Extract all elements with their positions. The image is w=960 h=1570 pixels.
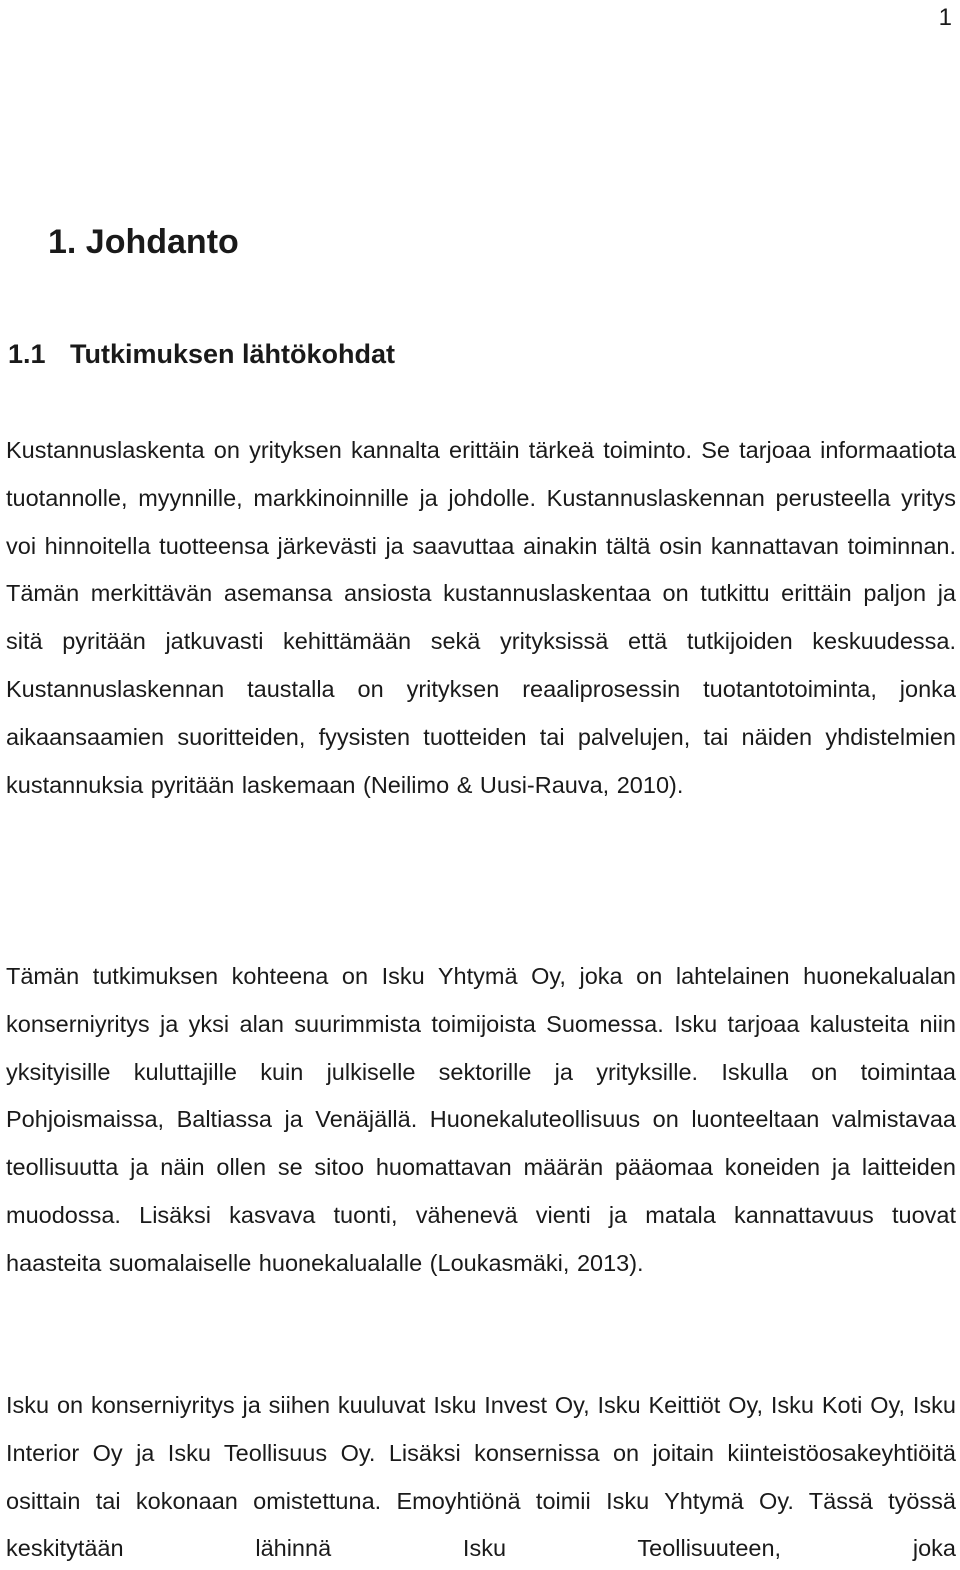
paragraph-text: Isku on konserniyritys ja siihen kuuluvat Isku Invest Oy, Isku Keittiöt Oy, Isku Koti Oy, Isku Interior Oy ja Isku Teollisuus Oy. Lisäksi konsernissa on joitain kiinteistöosakeyhtiöitä osittain tai kokonaan omistettuna. Emoyhtiönä toimii Isku Yhtymä Oy. Tässä työssä keskitytään lähinnä Isku Teollisuuteen, joka [6,1392,956,1562]
paragraph-text: Kustannuslaskenta on yrityksen kannalta erittäin tärkeä toiminto. Se tarjoaa informaatiota tuotannolle, myynnille, markkinoinnille ja johdolle. Kustannuslaskennan perusteella yritys voi hinnoitella tuotteensa järkevästi ja saavuttaa ainakin tältä osin kannattavan toiminnan. Tämän merkittävän asemansa ansiosta kustannuslaskentaa on tutkittu erittäin paljon ja sitä pyritään jatkuvasti kehittämään sekä yrityksissä että tutkijoiden keskuudessa. Kustannuslaskennan taustalla on yrityksen reaaliprosessin tuotantotoiminta, jonka aikaansaamien suoritteiden, fyysisten tuotteiden tai palvelujen, tai näiden yhdistelmien kustannuksia pyritään laskemaan (Neilimo & Uusi-Rauva, 2010). [6,437,956,798]
section-title: Tutkimuksen lähtökohdat [70,339,396,369]
paragraph-3 [6,1382,956,1570]
paragraph-text: Tämän tutkimuksen kohteena on Isku Yhtymä Oy, joka on lahtelainen huonekalualan konserniyritys ja yksi alan suurimmista toimijoista Suomessa. Isku tarjoaa kalusteita niin yksityisille kuluttajille kuin julkiselle sektorille ja yrityksille. Iskulla on toimintaa Pohjoismaissa, Baltiassa ja Venäjällä. Huonekaluteollisuus on luonteeltaan valmistavaa teollisuutta ja näin ollen se sitoo huomattavan määrän pääomaa koneiden ja laitteiden muodossa. Lisäksi kasvava tuonti, vähenevä vienti ja matala kannattavuus tuovat haasteita suomalaiselle huonekalualalle (Loukasmäki, 2013). [6,963,956,1276]
section-number: 1.1 [8,339,46,369]
paragraph-1 [6,427,956,809]
chapter-title: 1. Johdanto [48,223,239,261]
section-heading [8,334,395,374]
page-number: 1 [938,4,952,31]
paragraph-2 [6,953,956,1288]
